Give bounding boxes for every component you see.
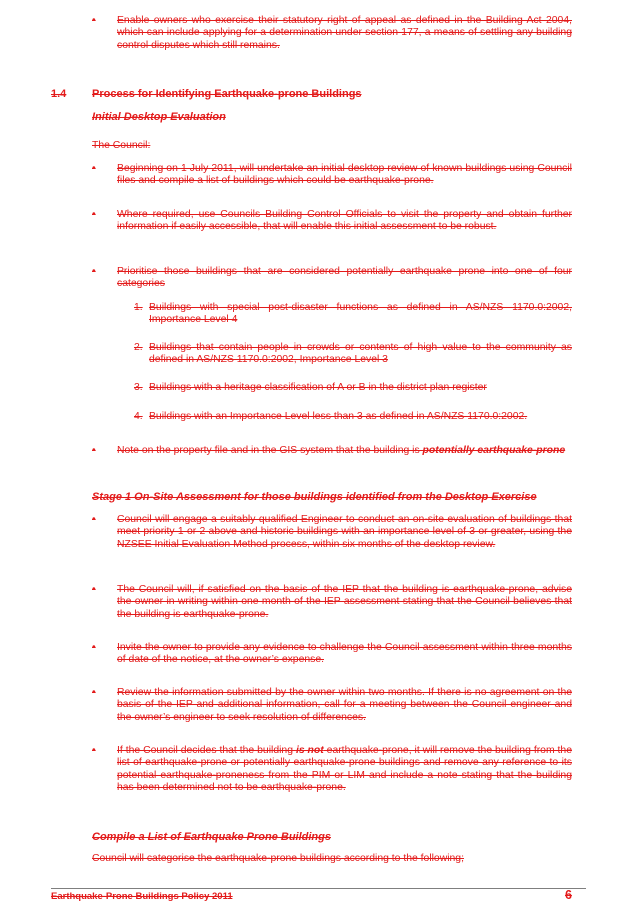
stage1-decision-bullet (117, 745, 572, 795)
bullet-marker: • (92, 514, 96, 525)
stage1-bullet: The Council will, if satisfied on the basis of the IEP that the building is earthquake-prone, advise the owner in writing within one month of the IEP assessment stating that the Council believes that the building is earthquake-prone. (117, 584, 572, 620)
footer-divider (51, 888, 586, 889)
intro-bullet-text: Enable owners who exercise their statutory right of appeal as defined in the Building Act 2004, which can include applying for a determination under section 177, a means of settling any building control disputes which still remains. (117, 15, 572, 51)
category-text: Buildings with a heritage classification of A or B in the district plan register (149, 382, 487, 393)
bullet-marker: • (92, 163, 96, 174)
compile-text: Council will categorise the earthquake-prone buildings according to the following; (92, 853, 464, 864)
compile-heading: Compile a List of Earthquake Prone Buildings (92, 831, 331, 843)
desktop-bullet: Where required, use Councils Building Control Officials to visit the property and obtain further information if easily accessible, that will enable this initial assessment to be robust. (117, 209, 572, 233)
stage1-heading: Stage 1 On-Site Assessment for those buildings identified from the Desktop Exercise (92, 491, 537, 503)
gis-note (117, 445, 572, 457)
category-number: 3. (134, 382, 143, 393)
section-title: Process for Identifying Earthquake-prone Buildings (92, 88, 362, 100)
desktop-bullet: Prioritise those buildings that are considered potentially earthquake prone into one of four categories (117, 266, 572, 290)
stage1-bullet: Review the information submitted by the owner within two months. If there is no agreement on the basis of the IEP and additional information, call for a meeting between the Council engineer and the owner’s engineer to seek resolution of differences. (117, 687, 572, 723)
stage1-bullet: Invite the owner to provide any evidence to challenge the Council assessment within three months of date of the notice, at the owner’s expense. (117, 642, 572, 666)
bullet-marker: • (92, 745, 96, 756)
bullet-marker: • (92, 209, 96, 220)
decision-text-end: earthquake-prone, it will remove the building from the list of earthquake-prone or potentially earthquake-prone buildings and remove any reference to its potential earthquake-proneness from the PIM or LIM and include a note stating that the building has been determined not to be earthquake-prone. (117, 745, 572, 794)
desktop-bullet: Beginning on 1 July 2011, will undertake an initial desktop review of known buildings using Council files and compile a list of buildings which could be earthquake-prone. (117, 163, 572, 187)
decision-emphasis: is not (295, 745, 324, 756)
gis-note-text: Note on the property file and in the GIS system that the building is (117, 445, 423, 456)
section-number: 1.4 (51, 88, 67, 100)
category-number: 4. (134, 411, 143, 422)
decision-text-start: If the Council decides that the building (117, 745, 296, 756)
stage1-bullet: Council will engage a suitably qualified Engineer to conduct an on-site evaluation of buildings that meet priority 1 or 2 above and historic buildings with an importance level of 3 or greater, using the NZSEE Initial Evaluation Method process, within six months of the desktop review. (117, 514, 572, 550)
footer-title: Earthquake-Prone Buildings Policy 2011 (51, 891, 233, 902)
desktop-heading: Initial Desktop Evaluation (92, 111, 226, 123)
bullet-marker: • (92, 642, 96, 653)
bullet-marker: • (92, 266, 96, 277)
category-text: Buildings that contain people in crowds or contents of high value to the community as defined in AS/NZS 1170.0:2002, Importance Level 3 (149, 342, 572, 366)
page-number: 6 (565, 888, 572, 902)
bullet-marker: • (92, 445, 96, 456)
bullet-marker: • (92, 687, 96, 698)
category-text: Buildings with special post-disaster functions as defined in AS/NZS 1170.0:2002, Importance Level 4 (149, 302, 572, 326)
desktop-lead: The Council: (92, 140, 151, 151)
category-text: Buildings with an Importance Level less than 3 as defined in AS/NZS 1170.0:2002. (149, 411, 528, 422)
bullet-marker: • (92, 15, 96, 26)
bullet-marker: • (92, 584, 96, 595)
gis-note-emphasis: potentially earthquake-prone (422, 445, 566, 456)
category-number: 2. (134, 342, 143, 353)
category-number: 1. (134, 302, 143, 313)
